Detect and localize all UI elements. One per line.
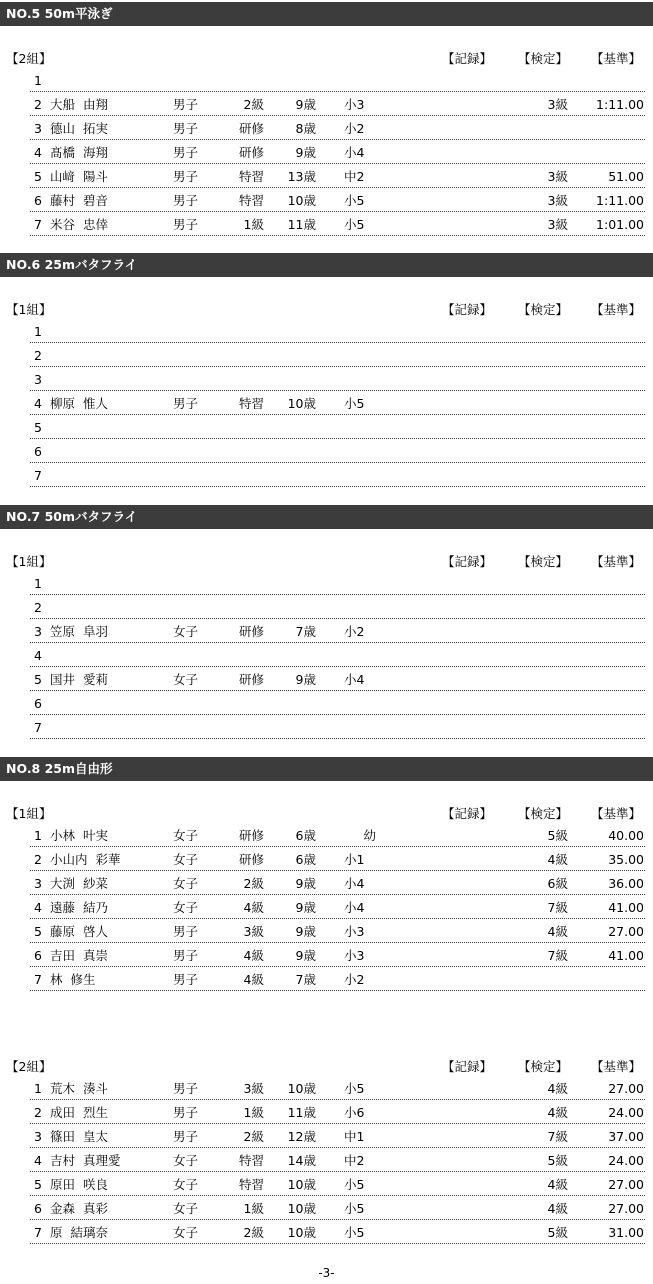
test-level: 5級 xyxy=(547,828,568,843)
lane-number: 3 xyxy=(34,624,42,639)
swimmer-sex: 女子 xyxy=(173,876,199,891)
event-title: NO.7 50mバタフライ xyxy=(0,505,653,529)
swimmer-sex: 男子 xyxy=(173,217,199,232)
test-level: 4級 xyxy=(547,1081,568,1096)
table-row xyxy=(0,895,653,919)
table-row xyxy=(0,1220,653,1244)
swimmer-age: 9歳 xyxy=(295,876,316,891)
swimmer-school-year: 小4 xyxy=(344,900,365,915)
table-row xyxy=(0,116,653,140)
swimmer-sex: 女子 xyxy=(173,1201,199,1216)
kijun-header: 【基準】 xyxy=(591,554,642,569)
table-row xyxy=(0,595,653,619)
table-row xyxy=(0,164,653,188)
standard-time: 24.00 xyxy=(608,1153,644,1168)
table-row xyxy=(0,367,653,391)
swimmer-grade: 研修 xyxy=(238,852,264,867)
lane-number: 3 xyxy=(34,876,42,891)
swimmer-name: 林 修生 xyxy=(50,972,96,987)
standard-time: 1:11.00 xyxy=(596,97,644,112)
swimmer-age: 9歳 xyxy=(295,672,316,687)
lane-number: 1 xyxy=(34,73,42,88)
lane-number: 7 xyxy=(34,972,42,987)
lane-number: 5 xyxy=(34,1177,42,1192)
swimmer-grade: 2級 xyxy=(243,1225,264,1240)
lane-number: 3 xyxy=(34,121,42,136)
swimmer-name: 荒木 湊斗 xyxy=(50,1081,108,1096)
table-row xyxy=(0,463,653,487)
swimmer-age: 6歳 xyxy=(295,852,316,867)
standard-time: 1:11.00 xyxy=(596,193,644,208)
swimmer-grade: 研修 xyxy=(238,672,264,687)
swimmer-school-year: 小3 xyxy=(344,97,365,112)
heat-label: 【1組】 xyxy=(6,302,52,317)
swimmer-grade: 2級 xyxy=(243,876,264,891)
lane-number: 1 xyxy=(34,828,42,843)
swimmer-school-year: 小1 xyxy=(344,852,365,867)
swimmer-age: 9歳 xyxy=(295,97,316,112)
table-row xyxy=(0,140,653,164)
kijun-header: 【基準】 xyxy=(591,1059,642,1074)
lane-number: 6 xyxy=(34,193,42,208)
event-title: NO.8 25m自由形 xyxy=(0,757,653,781)
swimmer-school-year: 小5 xyxy=(344,217,365,232)
swimmer-age: 10歳 xyxy=(287,1081,316,1096)
table-row xyxy=(0,847,653,871)
kijun-header: 【基準】 xyxy=(591,302,642,317)
lane-number: 4 xyxy=(34,900,42,915)
swimmer-sex: 男子 xyxy=(173,1129,199,1144)
swimmer-age: 8歳 xyxy=(295,121,316,136)
table-row xyxy=(0,823,653,847)
swimmer-name: 原 結璃奈 xyxy=(50,1225,108,1240)
swimmer-grade: 4級 xyxy=(243,948,264,963)
table-row xyxy=(0,68,653,92)
test-level: 3級 xyxy=(547,217,568,232)
swimmer-sex: 女子 xyxy=(173,828,199,843)
swimmer-name: 德山 拓実 xyxy=(50,121,108,136)
swimmer-name: 柳原 惟人 xyxy=(50,396,108,411)
standard-time: 24.00 xyxy=(608,1105,644,1120)
swimmer-grade: 2級 xyxy=(243,1129,264,1144)
standard-time: 31.00 xyxy=(608,1225,644,1240)
lane-number: 4 xyxy=(34,648,42,663)
lane-number: 3 xyxy=(34,1129,42,1144)
swimmer-sex: 男子 xyxy=(173,948,199,963)
standard-time: 41.00 xyxy=(608,900,644,915)
swimmer-school-year: 小6 xyxy=(344,1105,365,1120)
test-level: 6級 xyxy=(547,876,568,891)
swimmer-sex: 男子 xyxy=(173,121,199,136)
swimmer-grade: 特習 xyxy=(238,1177,264,1192)
swimmer-name: 髙橋 海翔 xyxy=(50,145,108,160)
swimmer-age: 10歳 xyxy=(287,1225,316,1240)
table-row xyxy=(0,619,653,643)
test-level: 4級 xyxy=(547,1201,568,1216)
swimmer-age: 9歳 xyxy=(295,145,316,160)
swimmer-sex: 男子 xyxy=(173,972,199,987)
swimmer-school-year: 中1 xyxy=(344,1129,365,1144)
lane-number: 2 xyxy=(34,97,42,112)
swimmer-school-year: 小5 xyxy=(344,1177,365,1192)
swimmer-name: 国井 愛莉 xyxy=(50,672,108,687)
table-row xyxy=(0,188,653,212)
swimmer-name: 遠藤 結乃 xyxy=(50,900,108,915)
lane-number: 6 xyxy=(34,444,42,459)
swimmer-name: 大渕 紗菜 xyxy=(50,876,108,891)
kentei-header: 【検定】 xyxy=(518,302,569,317)
lane-number: 7 xyxy=(34,217,42,232)
swimmer-sex: 女子 xyxy=(173,1177,199,1192)
lane-number: 3 xyxy=(34,372,42,387)
table-row xyxy=(0,1172,653,1196)
lane-number: 4 xyxy=(34,396,42,411)
swimmer-school-year: 小5 xyxy=(344,1225,365,1240)
heat-label: 【2組】 xyxy=(6,51,52,66)
swimmer-name: 山﨑 陽斗 xyxy=(50,169,108,184)
heat-header xyxy=(0,805,653,823)
lane-number: 1 xyxy=(34,576,42,591)
test-level: 7級 xyxy=(547,1129,568,1144)
heat-header xyxy=(0,1058,653,1076)
row-divider xyxy=(30,990,645,991)
swimmer-name: 成田 烈生 xyxy=(50,1105,108,1120)
swimmer-school-year: 小2 xyxy=(344,121,365,136)
heat-label: 【2組】 xyxy=(6,1059,52,1074)
swimmer-age: 7歳 xyxy=(295,972,316,987)
lane-number: 4 xyxy=(34,145,42,160)
table-row xyxy=(0,212,653,236)
swimmer-name: 吉村 真理愛 xyxy=(50,1153,121,1168)
table-row xyxy=(0,391,653,415)
record-header: 【記録】 xyxy=(442,806,493,821)
swimmer-school-year: 小5 xyxy=(344,1201,365,1216)
swimmer-age: 11歳 xyxy=(287,217,316,232)
swimmer-age: 14歳 xyxy=(287,1153,316,1168)
table-row xyxy=(0,643,653,667)
table-row xyxy=(0,1100,653,1124)
swimmer-sex: 男子 xyxy=(173,396,199,411)
standard-time: 27.00 xyxy=(608,1081,644,1096)
standard-time: 51.00 xyxy=(608,169,644,184)
standard-time: 1:01.00 xyxy=(596,217,644,232)
standard-time: 37.00 xyxy=(608,1129,644,1144)
record-header: 【記録】 xyxy=(442,554,493,569)
swimmer-sex: 女子 xyxy=(173,624,199,639)
row-divider xyxy=(30,235,645,236)
lane-number: 5 xyxy=(34,924,42,939)
table-row xyxy=(0,691,653,715)
record-header: 【記録】 xyxy=(442,1059,493,1074)
standard-time: 41.00 xyxy=(608,948,644,963)
event-title: NO.5 50m平泳ぎ xyxy=(0,2,653,26)
lane-number: 7 xyxy=(34,468,42,483)
swimmer-grade: 4級 xyxy=(243,900,264,915)
table-row xyxy=(0,715,653,739)
swimmer-school-year: 小3 xyxy=(344,948,365,963)
test-level: 4級 xyxy=(547,924,568,939)
standard-time: 36.00 xyxy=(608,876,644,891)
swimmer-grade: 研修 xyxy=(238,145,264,160)
swimmer-name: 藤原 啓人 xyxy=(50,924,108,939)
swimmer-grade: 3級 xyxy=(243,1081,264,1096)
lane-number: 2 xyxy=(34,600,42,615)
record-header: 【記録】 xyxy=(442,302,493,317)
kentei-header: 【検定】 xyxy=(518,51,569,66)
swimmer-sex: 男子 xyxy=(173,97,199,112)
swimmer-school-year: 小2 xyxy=(344,972,365,987)
swimmer-grade: 特習 xyxy=(238,169,264,184)
swimmer-grade: 2級 xyxy=(243,97,264,112)
swimmer-grade: 4級 xyxy=(243,972,264,987)
swimmer-name: 大船 由翔 xyxy=(50,97,108,112)
swimmer-sex: 女子 xyxy=(173,1225,199,1240)
lane-number: 5 xyxy=(34,672,42,687)
swimmer-grade: 研修 xyxy=(238,121,264,136)
lane-number: 6 xyxy=(34,1201,42,1216)
lane-number: 2 xyxy=(34,852,42,867)
heat-label: 【1組】 xyxy=(6,806,52,821)
kentei-header: 【検定】 xyxy=(518,554,569,569)
lane-number: 7 xyxy=(34,720,42,735)
table-row xyxy=(0,967,653,991)
swimmer-name: 米谷 忠倖 xyxy=(50,217,108,232)
event-title: NO.6 25mバタフライ xyxy=(0,253,653,277)
standard-time: 27.00 xyxy=(608,924,644,939)
swimmer-school-year: 幼 xyxy=(363,828,376,843)
standard-time: 35.00 xyxy=(608,852,644,867)
swimmer-school-year: 中2 xyxy=(344,169,365,184)
heat-header xyxy=(0,301,653,319)
swimmer-name: 篠田 皇太 xyxy=(50,1129,108,1144)
row-divider xyxy=(30,1243,645,1244)
swimmer-sex: 男子 xyxy=(173,145,199,160)
swimmer-age: 10歳 xyxy=(287,396,316,411)
swimmer-school-year: 小4 xyxy=(344,672,365,687)
swimmer-name: 藤村 碧音 xyxy=(50,193,108,208)
heat-header xyxy=(0,50,653,68)
swimmer-school-year: 小4 xyxy=(344,876,365,891)
row-divider xyxy=(30,738,645,739)
lane-number: 1 xyxy=(34,324,42,339)
swimmer-sex: 男子 xyxy=(173,193,199,208)
swimmer-school-year: 小2 xyxy=(344,624,365,639)
heat-label: 【1組】 xyxy=(6,554,52,569)
lane-number: 5 xyxy=(34,420,42,435)
lane-number: 2 xyxy=(34,348,42,363)
swimmer-grade: 1級 xyxy=(243,217,264,232)
lane-number: 2 xyxy=(34,1105,42,1120)
test-level: 3級 xyxy=(547,97,568,112)
table-row xyxy=(0,415,653,439)
table-row xyxy=(0,319,653,343)
kentei-header: 【検定】 xyxy=(518,1059,569,1074)
lane-number: 4 xyxy=(34,1153,42,1168)
swimmer-name: 小林 叶実 xyxy=(50,828,108,843)
swimmer-sex: 男子 xyxy=(173,924,199,939)
swimmer-grade: 3級 xyxy=(243,924,264,939)
swimmer-sex: 女子 xyxy=(173,900,199,915)
kijun-header: 【基準】 xyxy=(591,806,642,821)
swimmer-name: 笠原 阜羽 xyxy=(50,624,108,639)
test-level: 4級 xyxy=(547,1177,568,1192)
swimmer-grade: 研修 xyxy=(238,828,264,843)
swimmer-age: 9歳 xyxy=(295,948,316,963)
swimmer-sex: 女子 xyxy=(173,1153,199,1168)
swimmer-age: 10歳 xyxy=(287,1177,316,1192)
test-level: 4級 xyxy=(547,852,568,867)
test-level: 4級 xyxy=(547,1105,568,1120)
lane-number: 6 xyxy=(34,696,42,711)
test-level: 7級 xyxy=(547,948,568,963)
table-row xyxy=(0,571,653,595)
table-row xyxy=(0,1124,653,1148)
test-level: 3級 xyxy=(547,193,568,208)
swimmer-age: 6歳 xyxy=(295,828,316,843)
swimmer-grade: 研修 xyxy=(238,624,264,639)
test-level: 5級 xyxy=(547,1225,568,1240)
lane-number: 6 xyxy=(34,948,42,963)
swimmer-sex: 男子 xyxy=(173,1081,199,1096)
lane-number: 7 xyxy=(34,1225,42,1240)
kentei-header: 【検定】 xyxy=(518,806,569,821)
swimmer-name: 小山内 彩華 xyxy=(50,852,121,867)
swimmer-age: 9歳 xyxy=(295,924,316,939)
page-number: -3- xyxy=(318,1266,335,1280)
table-row xyxy=(0,943,653,967)
table-row xyxy=(0,92,653,116)
table-row xyxy=(0,919,653,943)
table-row xyxy=(0,667,653,691)
swimmer-school-year: 小3 xyxy=(344,924,365,939)
table-row xyxy=(0,871,653,895)
swimmer-grade: 1級 xyxy=(243,1201,264,1216)
record-header: 【記録】 xyxy=(442,51,493,66)
swimmer-age: 10歳 xyxy=(287,193,316,208)
swimmer-sex: 男子 xyxy=(173,169,199,184)
lane-number: 1 xyxy=(34,1081,42,1096)
swimmer-grade: 特習 xyxy=(238,193,264,208)
swimmer-grade: 1級 xyxy=(243,1105,264,1120)
swimmer-school-year: 小5 xyxy=(344,396,365,411)
standard-time: 27.00 xyxy=(608,1201,644,1216)
swimmer-sex: 女子 xyxy=(173,852,199,867)
swimmer-age: 13歳 xyxy=(287,169,316,184)
swimmer-age: 11歳 xyxy=(287,1105,316,1120)
swimmer-grade: 特習 xyxy=(238,1153,264,1168)
table-row xyxy=(0,1076,653,1100)
swimmer-grade: 特習 xyxy=(238,396,264,411)
swimmer-school-year: 小4 xyxy=(344,145,365,160)
standard-time: 40.00 xyxy=(608,828,644,843)
test-level: 5級 xyxy=(547,1153,568,1168)
table-row xyxy=(0,1196,653,1220)
swimmer-school-year: 中2 xyxy=(344,1153,365,1168)
swimmer-school-year: 小5 xyxy=(344,1081,365,1096)
swimmer-sex: 男子 xyxy=(173,1105,199,1120)
swimmer-age: 10歳 xyxy=(287,1201,316,1216)
heat-header xyxy=(0,553,653,571)
table-row xyxy=(0,343,653,367)
swimmer-name: 原田 咲良 xyxy=(50,1177,108,1192)
lane-number: 5 xyxy=(34,169,42,184)
swimmer-age: 12歳 xyxy=(287,1129,316,1144)
kijun-header: 【基準】 xyxy=(591,51,642,66)
row-divider xyxy=(30,486,645,487)
swimmer-age: 7歳 xyxy=(295,624,316,639)
table-row xyxy=(0,439,653,463)
swimmer-school-year: 小5 xyxy=(344,193,365,208)
swimmer-sex: 女子 xyxy=(173,672,199,687)
test-level: 3級 xyxy=(547,169,568,184)
standard-time: 27.00 xyxy=(608,1177,644,1192)
table-row xyxy=(0,1148,653,1172)
swimmer-name: 吉田 真崇 xyxy=(50,948,108,963)
swimmer-age: 9歳 xyxy=(295,900,316,915)
swimmer-name: 金森 真彩 xyxy=(50,1201,108,1216)
test-level: 7級 xyxy=(547,900,568,915)
